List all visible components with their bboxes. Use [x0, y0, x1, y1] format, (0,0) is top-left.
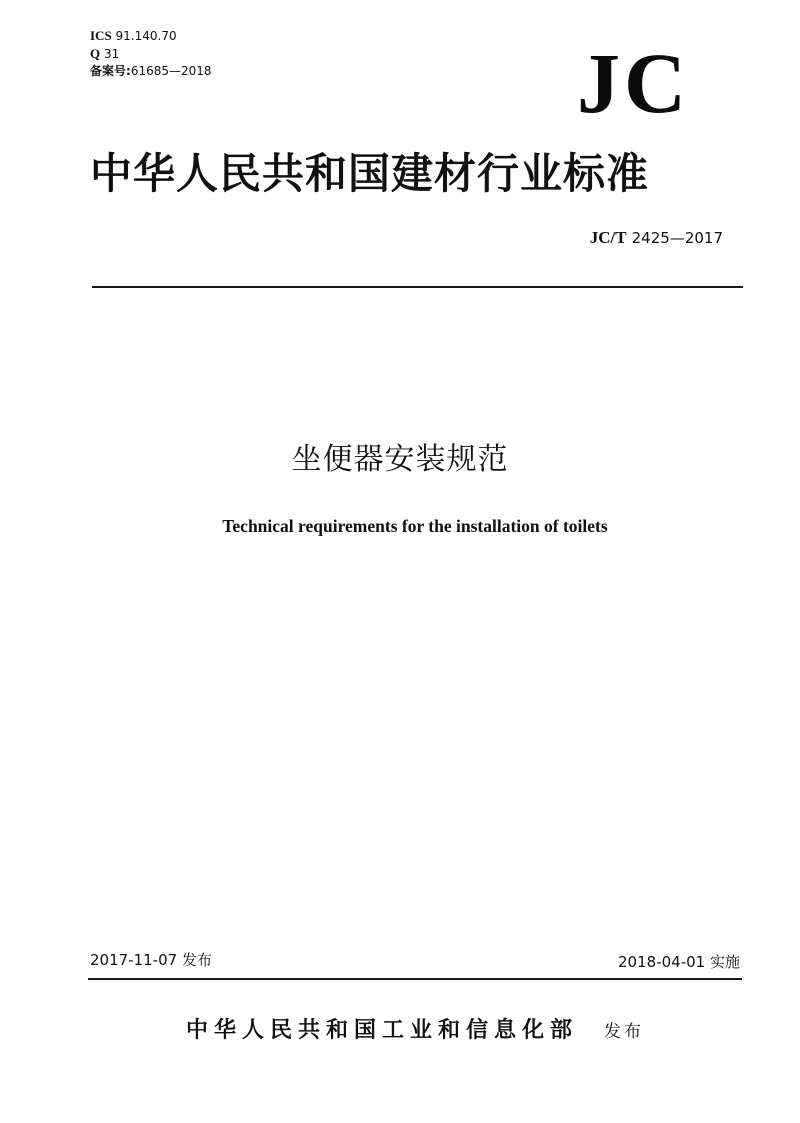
- record-number: [90, 63, 212, 80]
- standard-number-value: 2425—2017: [631, 229, 723, 247]
- issuing-action: 发布: [604, 1022, 644, 1042]
- ccs-label: Q: [90, 46, 101, 61]
- issuing-authority: 中华人民共和国工业和信息化部: [186, 1017, 579, 1043]
- ccs-code: [90, 45, 212, 63]
- standard-number-prefix: JC/T: [589, 228, 627, 247]
- bottom-divider: [88, 978, 742, 980]
- ics-value: 91.140.70: [115, 29, 177, 43]
- implementation-date-value: 2018-04-01: [618, 953, 706, 971]
- ccs-value: 31: [103, 47, 120, 61]
- ics-label: ICS: [90, 28, 112, 43]
- standard-category-title: 中华人民共和国建材行业标准: [90, 149, 650, 198]
- issue-date-value: 2017-11-07: [90, 951, 178, 969]
- record-value: 61685—2018: [130, 64, 212, 78]
- top-divider: [92, 286, 743, 288]
- jc-logo: JC: [577, 35, 691, 131]
- implementation-date: [618, 952, 740, 972]
- ics-code: [90, 27, 212, 45]
- document-title-zh: 坐便器安装规范: [291, 442, 509, 477]
- classification-block: [90, 27, 212, 80]
- standard-number: [590, 228, 723, 248]
- record-label: 备案号:: [90, 64, 131, 78]
- implementation-date-label: 实施: [709, 953, 740, 971]
- document-title-en: Technical requirements for the installation of toilets: [222, 516, 608, 536]
- issue-date: [90, 950, 212, 970]
- issue-date-label: 发布: [181, 951, 212, 969]
